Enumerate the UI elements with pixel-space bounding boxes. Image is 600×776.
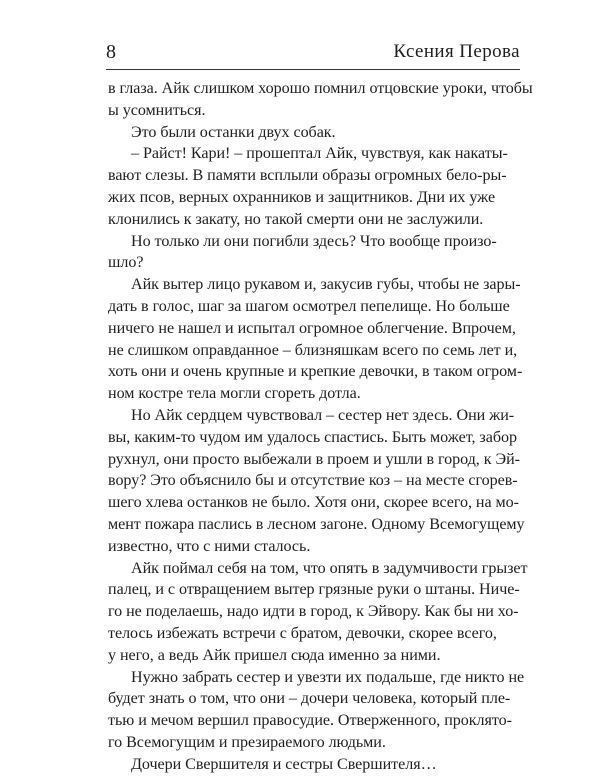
- text-line: Дочери Свершителя и сестры Свершителя…: [131, 755, 437, 773]
- text-line: Это были останки двух собак.: [131, 123, 336, 141]
- text-line: – Райст! Кари! – прошептал Айк, чувствуя, как накаты-: [131, 145, 508, 163]
- text-line: дать в голос, шаг за шагом осмотрел пепелище. Но больше: [108, 297, 510, 315]
- author-name: Ксения Перова: [393, 41, 520, 62]
- text-line: го Всемогущим и презираемого людьми.: [108, 733, 386, 751]
- text-line: не слишком оправданное – близняшкам всего по семь лет и,: [108, 341, 518, 359]
- text-line: ном костре тела могли сгореть дотла.: [108, 385, 361, 403]
- text-line: вают слезы. В памяти всплыли образы огромных бело-ры-: [108, 167, 507, 185]
- text-line: Но Айк сердцем чувствовал – сестер нет здесь. Они жи-: [131, 406, 515, 424]
- text-line: клонились к закату, но такой смерти они не заслужили.: [108, 210, 484, 228]
- text-line: ничего не нашел и испытал огромное облегчение. Впрочем,: [108, 319, 516, 337]
- text-line: шло?: [108, 254, 144, 272]
- text-line: шего хлева останков не было. Хотя они, скорее всего, на мо-: [108, 494, 519, 512]
- running-header: [106, 38, 520, 68]
- text-line: у него, а ведь Айк пришел сюда именно за ними.: [108, 646, 441, 664]
- text-line: рухнул, они просто выбежали в проем и ушли в город, к Эй-: [108, 450, 520, 468]
- text-line: мент пожара паслись в лесном загоне. Одному Всемогущему: [108, 515, 525, 533]
- text-line: палец, и с отвращением вытер грязные руки о штаны. Ниче-: [108, 581, 520, 599]
- text-line: известно, что с ними сталось.: [108, 537, 311, 555]
- text-line: Но только ли они погибли здесь? Что вообще произо-: [131, 232, 497, 250]
- body-text: [108, 78, 533, 776]
- text-line: телось избежать встречи с братом, девочки, скорее всего,: [108, 624, 497, 642]
- header-rule: [106, 69, 520, 70]
- text-line: ы усомниться.: [108, 101, 206, 119]
- text-line: Айк вытер лицо рукавом и, закусив губы, чтобы не зары-: [131, 276, 521, 294]
- text-line: будет знать о том, что они – дочери человека, который пле-: [108, 690, 511, 708]
- text-line: жих псов, верных охранников и защитников. Дни их уже: [108, 188, 496, 206]
- text-line: го не поделаешь, надо идти в город, к Эйвору. Как бы ни хо-: [108, 603, 519, 621]
- text-line: Айк поймал себя на том, что опять в задумчивости грызет: [131, 559, 528, 577]
- text-line: в глаза. Айк слишком хорошо помнил отцовские уроки, чтобы: [108, 80, 533, 97]
- text-line: тью и мечом вершил правосудие. Отверженного, проклято-: [108, 712, 512, 730]
- text-line: вы, каким-то чудом им удалось спастись. Быть может, забор: [108, 428, 517, 446]
- page-number: 8: [106, 41, 117, 63]
- text-line: вору? Это объяснило бы и отсутствие коз – на месте сгорев-: [108, 472, 518, 490]
- text-line: хоть они и очень крупные и крепкие девочки, в таком огром-: [108, 363, 523, 381]
- text-line: Нужно забрать сестер и увезти их подальше, где никто не: [131, 668, 525, 686]
